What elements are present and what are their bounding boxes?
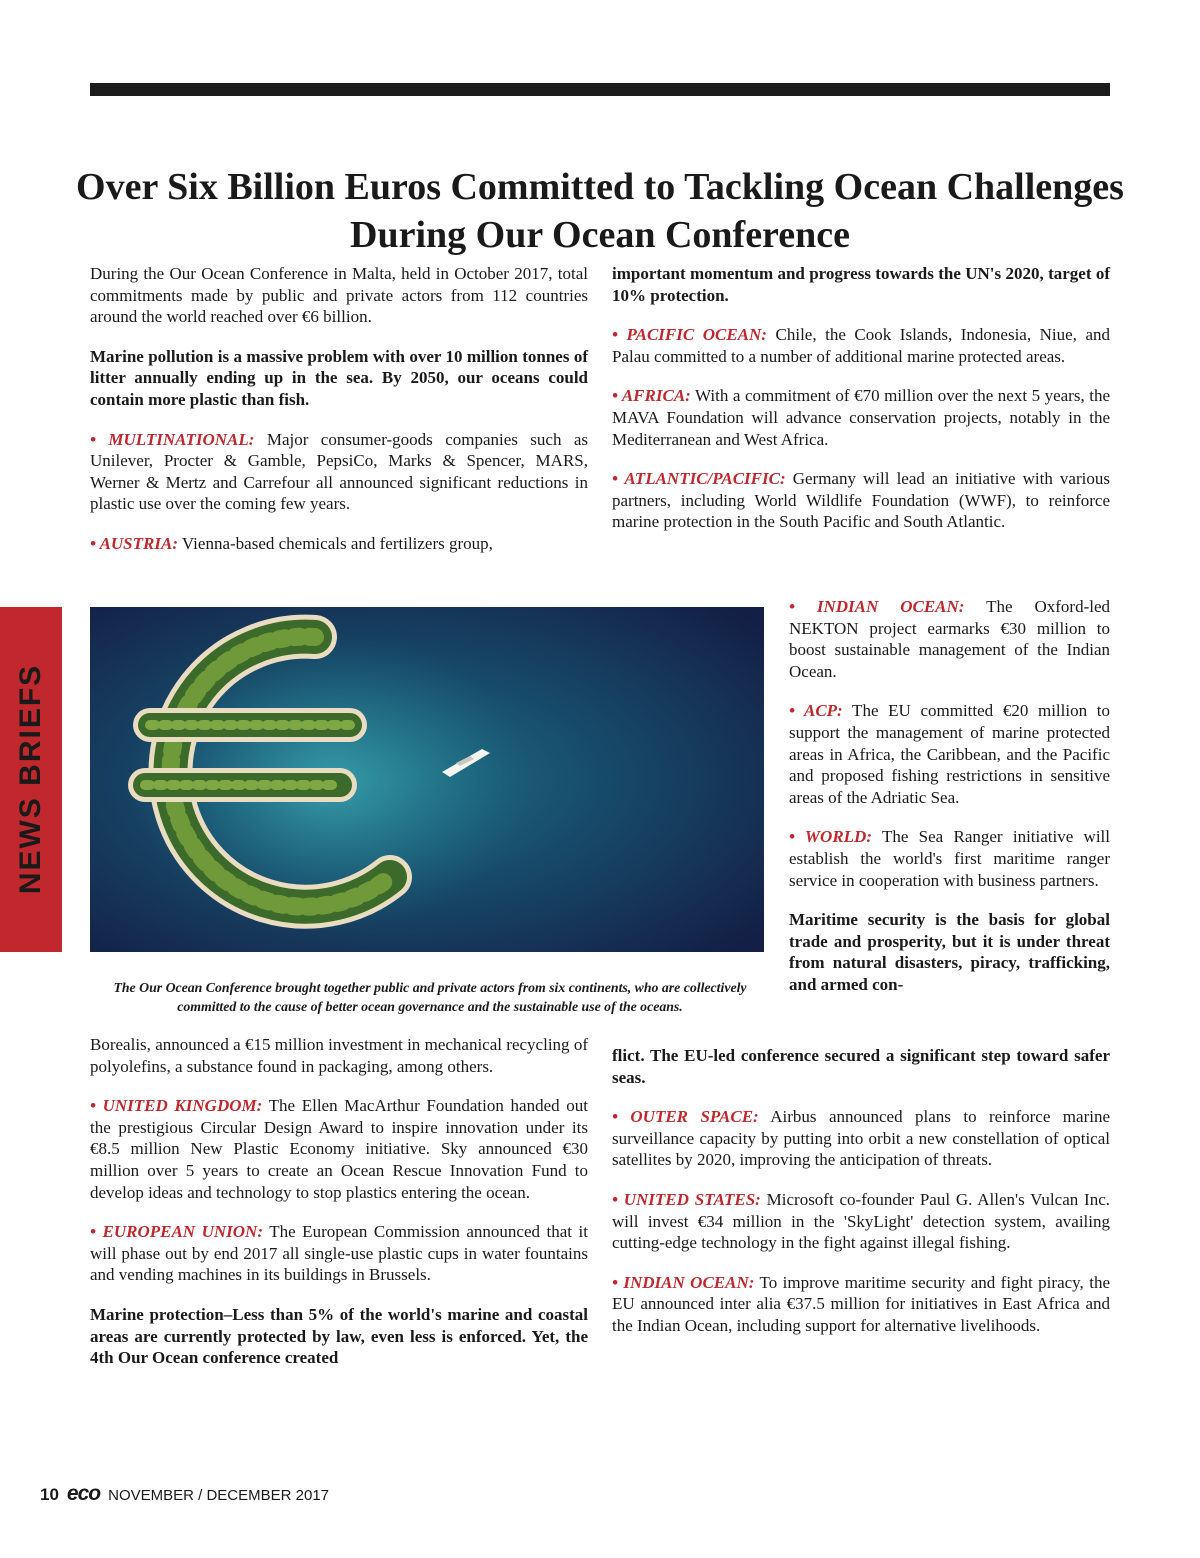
article-title: Over Six Billion Euros Committed to Tackling Ocean Challenges During Our Ocean Conference: [76, 166, 1124, 257]
euro-island-illustration: [90, 607, 764, 952]
text-indian-ocean-2: To improve maritime security and fight piracy, the EU announced inter alia €37.5 million for initiatives in East Africa and the Indian Ocean, including support for alternative livelihoods.: [612, 1272, 1110, 1335]
text-multinational: Major consumer-goods companies such as Unilever, Procter & Gamble, PepsiCo, Marks & Spencer, MARS, Werner & Mertz and Carrefour all announced significant reductions in plastic use over the coming few years.: [90, 429, 588, 514]
photo-caption: The Our Ocean Conference brought together public and private actors from six continents, who are collectively committed to the cause of better ocean governance and the sustainable use of the oceans.: [113, 979, 747, 1014]
protection-lead: Marine protection–Less than 5% of the world's marine and coastal areas are currently protected by law, even less is enforced. Yet, the 4th Our Ocean conference created: [90, 1304, 588, 1368]
item-united-states: [612, 1189, 1110, 1254]
text-outer-space: Airbus announced plans to reinforce marine surveillance capacity by putting into orbit a new constellation of optical satellites by 2020, improving the anticipation of threats.: [612, 1107, 1111, 1170]
text-world: The Sea Ranger initiative will establish the world's first maritime ranger service in cooperation with business partners.: [789, 827, 1110, 890]
text-austria: Vienna-based chemicals and fertilizers group,: [177, 533, 493, 553]
right-column-middle: [789, 596, 1110, 1014]
header-rule: [90, 83, 1110, 96]
item-indian-ocean-1: [789, 596, 1110, 682]
security-lead-part2: flict. The EU-led conference secured a significant step toward safer seas.: [612, 1046, 1110, 1087]
item-indian-ocean-2: [612, 1272, 1110, 1337]
label-world: • WORLD:: [789, 827, 872, 847]
magazine-logo: eco: [66, 1482, 101, 1505]
item-africa: [612, 385, 1110, 450]
item-atlantic-pacific: [612, 468, 1110, 533]
euro-island-photo: [90, 607, 764, 952]
pollution-lead: Marine pollution is a massive problem with over 10 million tonnes of litter annually ending up in the sea. By 2050, our oceans could contain more plastic than fish.: [90, 346, 588, 409]
issue-date: NOVEMBER / DECEMBER 2017: [108, 1487, 330, 1504]
section-tab: [0, 607, 62, 952]
item-european-union: [90, 1221, 588, 1286]
item-acp: [789, 700, 1110, 808]
label-africa: • AFRICA:: [612, 386, 691, 406]
label-indian-ocean-1: • INDIAN OCEAN:: [789, 597, 965, 616]
label-indian-ocean-2: • INDIAN OCEAN:: [612, 1272, 755, 1292]
label-european-union: • EUROPEAN UNION:: [90, 1222, 263, 1242]
left-column-top: [90, 263, 588, 573]
text-united-states: Microsoft co-founder Paul G. Allen's Vulcan Inc. will invest €34 million in the 'SkyLight' detection system, availing cutting-edge technology in the fight against illegal fishing.: [612, 1189, 1110, 1253]
label-austria: • AUSTRIA:: [90, 533, 178, 553]
intro-paragraph: During the Our Ocean Conference in Malta, held in October 2017, total commitments made by public and private actors from 112 countries around the world reached over €6 billion.: [90, 264, 588, 327]
text-united-kingdom: The Ellen MacArthur Foundation handed out the prestigious Circular Design Award to inspire innovation under its €8.5 million New Plastic Economy initiative. Sky announced €30 million over 5 years to create an Ocean Rescue Innovation Fund to develop ideas and technology to stop plastics entering the ocean.: [90, 1096, 588, 1202]
section-tab-label: NEWS BRIEFS: [14, 663, 47, 895]
label-multinational: • MULTINATIONAL:: [90, 429, 255, 449]
right-column-top: [612, 263, 1110, 551]
item-united-kingdom: [90, 1095, 588, 1203]
label-outer-space: • OUTER SPACE:: [612, 1107, 759, 1127]
label-acp: • ACP:: [789, 701, 843, 721]
item-austria: [90, 533, 588, 555]
item-multinational: [90, 429, 588, 515]
item-pacific-ocean: [612, 324, 1110, 367]
item-outer-space: [612, 1106, 1110, 1171]
protection-continued: important momentum and progress towards the UN's 2020, target of 10% protection.: [612, 264, 1110, 305]
borealis-paragraph: Borealis, announced a €15 million investment in mechanical recycling of polyolefins, a substance found in packaging, among others.: [90, 1035, 588, 1076]
security-lead-part1: Maritime security is the basis for global trade and prosperity, but it is under threat from natural disasters, piracy, trafficking, and armed con-: [789, 910, 1110, 994]
text-indian-ocean-1: The Oxford-led NEKTON project earmarks €30 million to boost sustainable management of the Indian Ocean.: [789, 597, 1110, 681]
text-pacific-ocean: Chile, the Cook Islands, Indonesia, Niue, and Palau committed to a number of additional marine protected areas.: [612, 325, 1110, 366]
text-acp: The EU committed €20 million to support the management of marine protected areas in Africa, the Caribbean, and the Pacific and proposed fishing restrictions in sensitive areas of the Adriatic Sea.: [789, 701, 1110, 807]
right-column-bottom: [612, 1045, 1110, 1355]
text-atlantic-pacific: Germany will lead an initiative with various partners, including World Wildlife Foundation (WWF), to reinforce marine protection in the South Pacific and South Atlantic.: [612, 469, 1110, 532]
left-column-bottom: [90, 1034, 588, 1387]
text-africa: With a commitment of €70 million over the next 5 years, the MAVA Foundation will advance conservation projects, notably in the Mediterranean and West Africa.: [612, 386, 1111, 449]
label-united-states: • UNITED STATES:: [612, 1189, 761, 1209]
item-world: [789, 826, 1110, 891]
page-footer: [40, 1482, 329, 1506]
label-united-kingdom: • UNITED KINGDOM:: [90, 1096, 263, 1116]
label-atlantic-pacific: • ATLANTIC/PACIFIC:: [612, 469, 786, 489]
text-european-union: The European Commission announced that it will phase out by end 2017 all single-use plastic cups in water fountains and vending machines in its buildings in Brussels.: [90, 1222, 589, 1285]
page-number: 10: [40, 1485, 59, 1504]
label-pacific-ocean: • PACIFIC OCEAN:: [612, 325, 767, 345]
